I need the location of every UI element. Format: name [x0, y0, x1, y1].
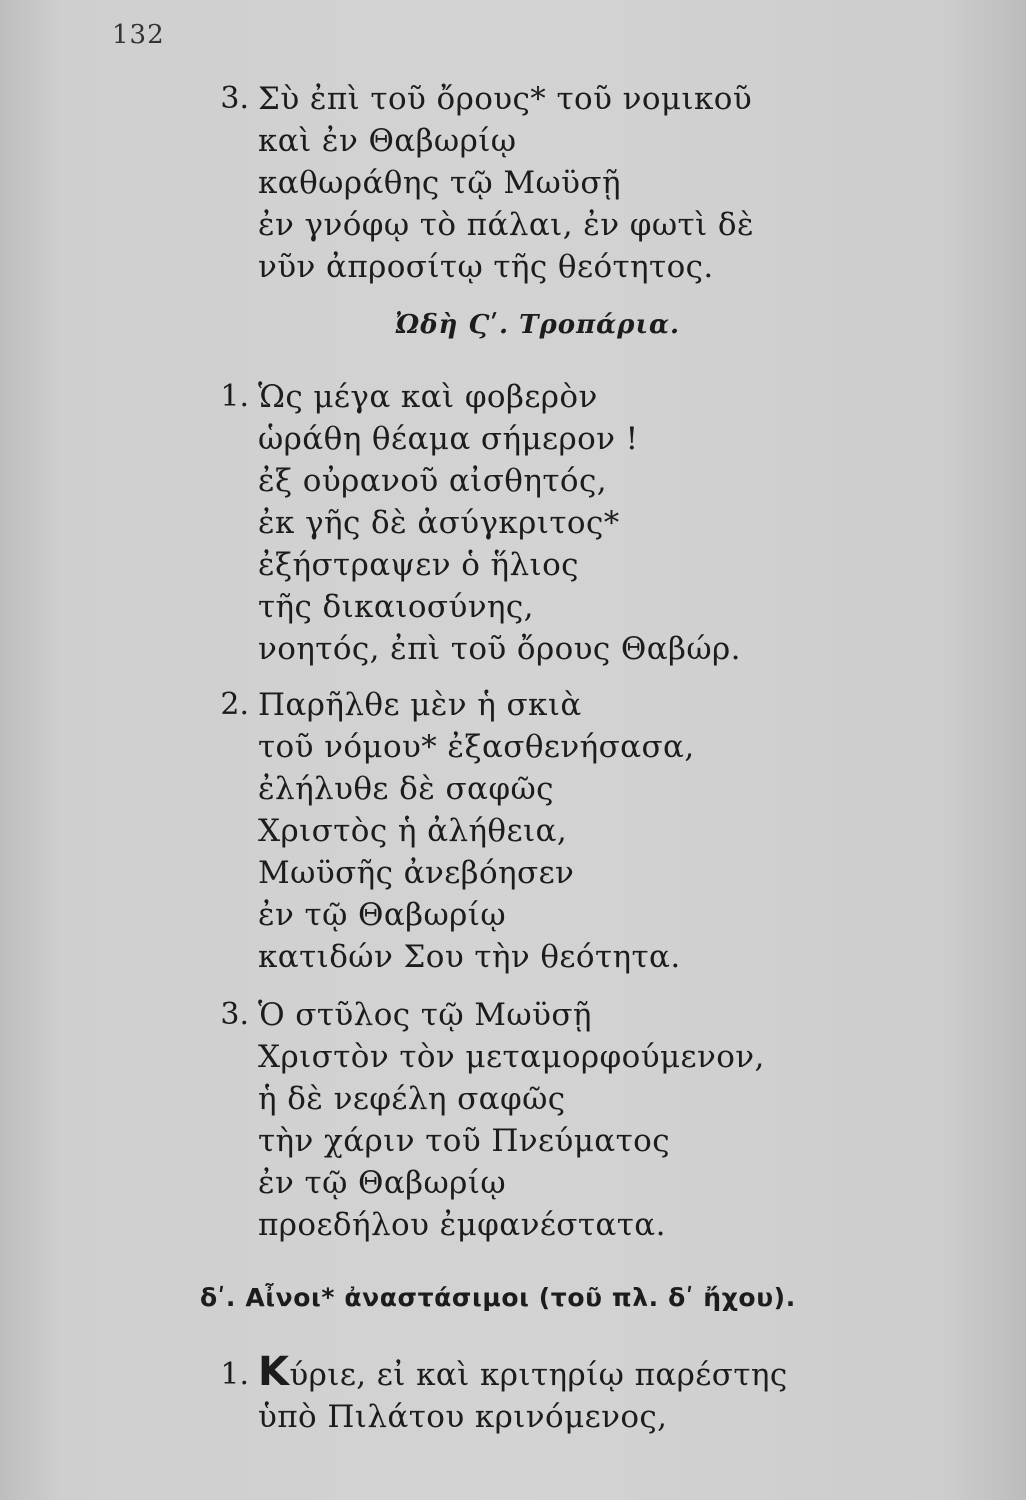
stanza-number: 3. [220, 81, 249, 116]
verse-line: Ὁ στῦλος τῷ Μωϋσῇ [258, 997, 592, 1033]
verse-line: ὑπὸ Πιλάτου κρινόμενος, [258, 1399, 668, 1435]
verse-line: καθωράθης τῷ Μωϋσῇ [258, 165, 621, 201]
stanza-lines [258, 1349, 938, 1438]
ode-9-heading: Ὠδὴ Ϛʹ. Τροπάρια. [395, 310, 681, 340]
verse-line: τοῦ νόμου* ἐξασθενήσασα, [258, 729, 695, 765]
verse-line: κατιδών Σου τὴν θεότητα. [258, 939, 681, 975]
verse-line: Χριστὸς ἡ ἀλήθεια, [258, 813, 568, 849]
verse-line: τῆς δικαιοσύνης, [258, 589, 534, 625]
verse-line: ὡράθη θέαμα σήμερον ! [258, 421, 639, 457]
verse-line: ἐν τῷ Θαβωρίῳ [258, 897, 507, 933]
verse-line-rest: ύριε, εἰ καὶ κριτηρίῳ παρέστης [289, 1357, 788, 1393]
stanza-number: 1. [220, 379, 249, 414]
verse-line: προεδήλου ἐμφανέστατα. [258, 1207, 666, 1243]
stanza-lines [258, 994, 938, 1246]
verse-line: Σὺ ἐπὶ τοῦ ὄρους* τοῦ νομικοῦ [258, 81, 753, 117]
page-number: 132 [112, 20, 165, 50]
verse-line: καὶ ἐν Θαβωρίῳ [258, 123, 517, 159]
verse-line: Παρῆλθε μὲν ἡ σκιὰ [258, 687, 582, 723]
verse-line: ἐν γνόφῳ τὸ πάλαι, ἐν φωτὶ δὲ [258, 207, 755, 243]
verse-line: ἐκ γῆς δὲ ἀσύγκριτος* [258, 505, 620, 541]
verse-line: Μωϋσῆς ἀνεβόησεν [258, 855, 575, 891]
stanza-lines [258, 78, 938, 288]
stanza-lines [258, 684, 938, 978]
stanza-number: 2. [220, 687, 249, 722]
verse-line: τὴν χάριν τοῦ Πνεύματος [258, 1123, 670, 1159]
verse-line: Χριστὸν τὸν μεταμορφούμενον, [258, 1039, 765, 1075]
stanza-lines [258, 376, 938, 670]
verse-line: νῦν ἀπροσίτῳ τῆς θεότητος. [258, 249, 714, 285]
drop-capital: Κ [258, 1349, 290, 1395]
ainoi-heading: δʹ. Αἶνοι* ἀναστάσιμοι (τοῦ πλ. δʹ ἤχου). [200, 1283, 796, 1312]
stanza-number: 3. [220, 997, 249, 1032]
verse-line: ἐξ οὐρανοῦ αἰσθητός, [258, 463, 607, 499]
verse-line: ἐλήλυθε δὲ σαφῶς [258, 771, 554, 807]
verse-line: Ὡς μέγα καὶ φοβερὸν [258, 379, 598, 415]
verse-line: νοητός, ἐπὶ τοῦ ὄρους Θαβώρ. [258, 631, 741, 667]
verse-line [258, 1349, 938, 1396]
verse-line: ἐξήστραψεν ὁ ἥλιος [258, 547, 579, 583]
verse-line: ἐν τῷ Θαβωρίῳ [258, 1165, 507, 1201]
verse-line: ἡ δὲ νεφέλη σαφῶς [258, 1081, 566, 1117]
stanza-number: 1. [220, 1357, 249, 1392]
